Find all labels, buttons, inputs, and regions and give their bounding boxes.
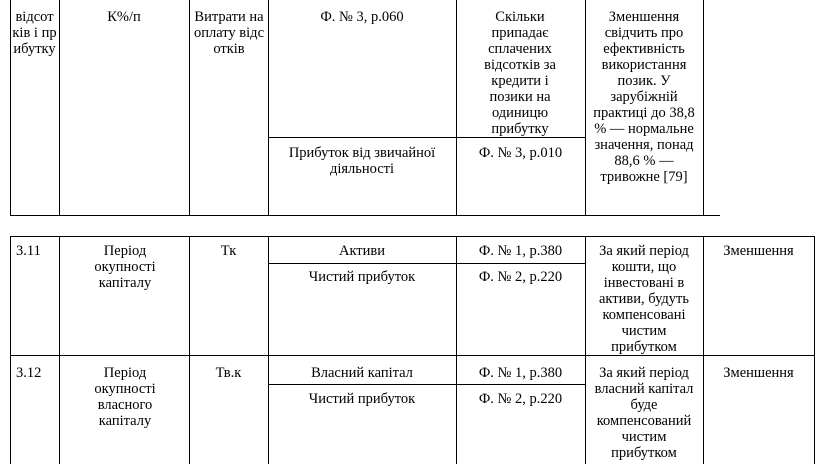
- top-row2-source: Ф. № 3, р.010: [478, 145, 563, 161]
- item-2: Чистий прибуток: [308, 269, 416, 285]
- row-number: 3.12: [16, 365, 42, 381]
- source-1: Ф. № 1, р.380: [478, 243, 563, 259]
- trend: Зменшення: [723, 365, 794, 381]
- source-1: Ф. № 1, р.380: [478, 365, 563, 381]
- economic-meaning: За який період власний капітал буде компенсований чистим прибутком: [594, 365, 694, 461]
- item-1: Активи: [338, 243, 386, 259]
- top-col1-cell: відсотків і прибутку: [12, 9, 57, 57]
- top-row2-item: Прибуток від звичайної діяльності: [288, 145, 436, 177]
- indicator-symbol: Тк: [220, 243, 237, 259]
- economic-meaning: За який період кошти, що інвестовані в активи, будуть компенсовані чистим прибутком: [599, 243, 689, 355]
- indicator-name: Період окупності власного капіталу: [94, 365, 156, 429]
- row-number: 3.11: [16, 243, 41, 259]
- top-col6-cell: Зменшення свідчить про ефективність використання позик. У зарубіжній практиці до 38,8 % — нормальне значення, понад 88,6 % — тривожне [79]: [593, 9, 695, 185]
- source-2: Ф. № 2, р.220: [478, 391, 563, 407]
- top-col3-cell: Витрати на оплату відсотків: [193, 9, 264, 57]
- top-row1-description: Скільки припадає сплачених відсотків за кредити і позики на одиницю прибутку: [484, 9, 556, 137]
- source-2: Ф. № 2, р.220: [478, 269, 563, 285]
- indicator-symbol: Тв.к: [215, 365, 242, 381]
- item-1: Власний капітал: [311, 365, 413, 381]
- trend: Зменшення: [723, 243, 794, 259]
- item-2: Чистий прибуток: [308, 391, 416, 407]
- top-col2-cell: К%/п: [107, 9, 141, 25]
- indicator-name: Період окупності капіталу: [94, 243, 156, 291]
- top-row1-item: Ф. № 3, р.060: [320, 9, 404, 25]
